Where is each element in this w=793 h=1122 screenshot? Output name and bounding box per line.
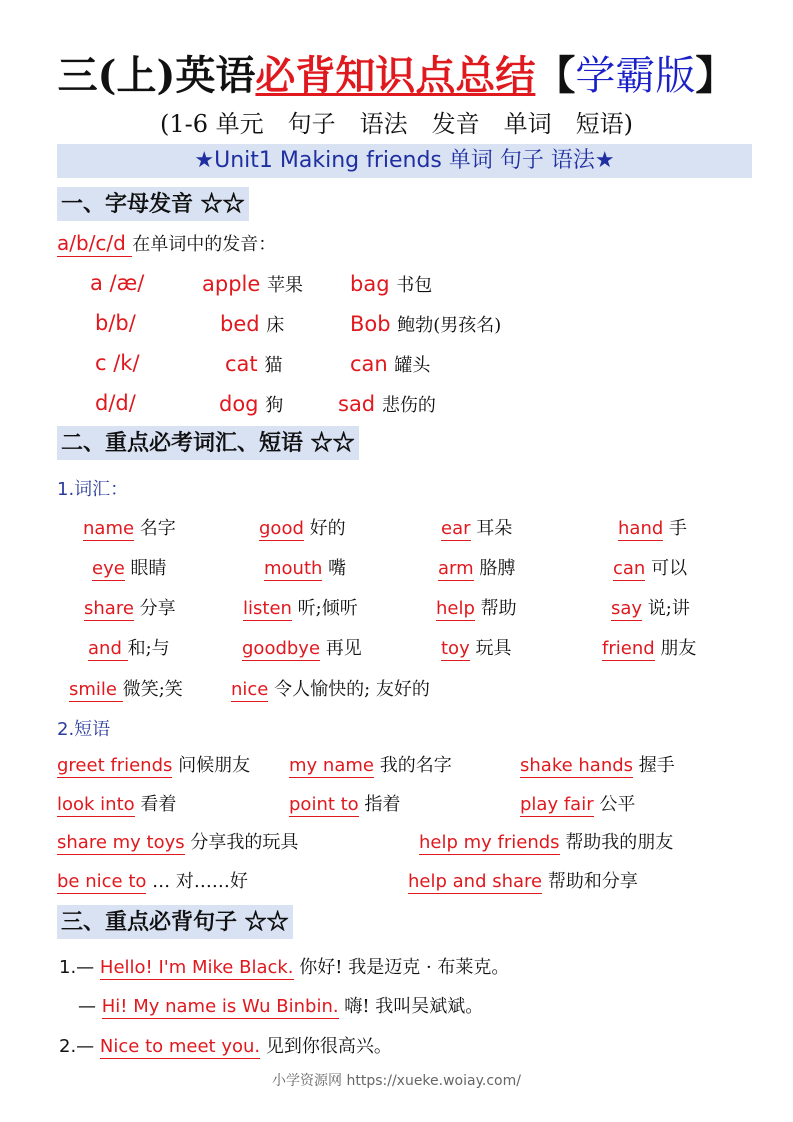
word-cn: 悲伤的 [381, 395, 436, 416]
vocab-en: and [88, 638, 128, 659]
vocab-cn: 再见 [325, 638, 362, 659]
phrase-en: play fair [520, 794, 594, 815]
vocab-item [92, 554, 167, 580]
word-en: apple [202, 272, 261, 296]
vocab-en: toy [441, 638, 470, 659]
vocab-item [69, 675, 183, 701]
phrase-item [289, 790, 400, 816]
vocab-en: good [259, 518, 304, 539]
vocab-cn: 分享 [139, 598, 176, 619]
vocab-cn: 微笑;笑 [122, 679, 183, 700]
vocab-item [438, 554, 515, 580]
vocab-cn: 听;倾听 [297, 598, 358, 619]
phrase-cn: 分享我的玩具 [190, 832, 299, 853]
sentence-cn: 你好! 我是迈克 · 布莱克。 [299, 957, 510, 978]
word-en: cat [225, 352, 258, 376]
word-en: sad [338, 392, 376, 416]
word-en: bed [220, 312, 260, 336]
vocab-en: help [436, 598, 475, 619]
vocab-en: share [84, 598, 134, 619]
sentence-en: Hi! My name is Wu Binbin. [101, 996, 339, 1017]
word-cn: 床 [266, 315, 285, 336]
phonics-word [338, 391, 436, 417]
vocab-en: eye [92, 558, 125, 579]
phonics-sound [90, 271, 144, 295]
vocab-cn: 玩具 [475, 638, 512, 659]
phrase-item [520, 751, 675, 777]
sentence-cn: 嗨! 我叫吴斌斌。 [344, 996, 484, 1017]
vocab-en: nice [231, 679, 269, 700]
phrase-cn: 帮助和分享 [547, 871, 638, 892]
phrase-label: 2.短语 [57, 719, 111, 740]
phonics-word [350, 271, 432, 297]
word-cn: 书包 [396, 275, 433, 296]
phrase-item [408, 867, 638, 893]
vocab-en: mouth [264, 558, 323, 579]
sound-b: b/b/ [95, 311, 136, 335]
word-en: Bob [350, 312, 391, 336]
phrase-cn: 握手 [638, 755, 675, 776]
sentence [59, 953, 509, 979]
vocab-item [84, 594, 176, 620]
title-edition: 学霸版 [575, 53, 696, 99]
vocab-cn: 嘴 [328, 558, 347, 579]
word-cn: 苹果 [266, 275, 303, 296]
vocab-item [613, 554, 687, 580]
phrase-en: help and share [408, 871, 543, 892]
vocab-item [441, 634, 511, 660]
vocab-item [259, 514, 346, 540]
vocab-cn: 眼睛 [130, 558, 167, 579]
sound-d: d/d/ [95, 391, 136, 415]
vocab-cn: 令人愉快的; 友好的 [274, 679, 430, 700]
vocab-item [88, 634, 170, 660]
vocab-en: friend [602, 638, 655, 659]
phrase-item [57, 790, 176, 816]
vocab-en: listen [243, 598, 292, 619]
vocab-cn: 好的 [309, 518, 346, 539]
section-heading-sentences: 三、重点必背句子 ☆☆ [57, 905, 293, 939]
phonics-word [220, 311, 284, 337]
vocab-cn: 名字 [139, 518, 176, 539]
sentence-number: 2.— [59, 1036, 95, 1057]
vocab-cn: 耳朵 [476, 518, 513, 539]
vocab-item [231, 675, 430, 701]
phrase-en: share my toys [57, 832, 185, 853]
phonics-sound [95, 311, 136, 335]
vocab-en: name [83, 518, 135, 539]
phonics-intro [57, 230, 276, 256]
phrase-cn: 问候朋友 [178, 755, 251, 776]
phonics-word [350, 351, 430, 377]
title-highlight: 必背知识点总结 [255, 52, 536, 99]
phonics-letters: a/b/c/d [57, 231, 133, 255]
phrase-cn: 我的名字 [379, 755, 452, 776]
phrase-en: greet friends [57, 755, 173, 776]
word-cn: 猫 [264, 355, 283, 376]
section-heading-phonics: 一、字母发音 ☆☆ [57, 187, 249, 221]
sentence-number: 1.— [59, 957, 95, 978]
vocab-cn: 说;讲 [647, 598, 690, 619]
vocab-en: hand [618, 518, 664, 539]
word-cn: 狗 [265, 395, 284, 416]
word-cn: 罐头 [394, 355, 431, 376]
vocab-item [83, 514, 176, 540]
vocab-en: goodbye [242, 638, 321, 659]
sentence-dash: — [78, 996, 96, 1017]
phonics-sound [95, 391, 136, 415]
vocab-item [436, 594, 517, 620]
vocab-item [264, 554, 346, 580]
phrase-item [57, 828, 298, 854]
phrase-item [419, 828, 673, 854]
word-en: can [350, 352, 388, 376]
section-heading-vocab: 二、重点必考词汇、短语 ☆☆ [57, 426, 359, 460]
phrase-en: look into [57, 794, 135, 815]
subtitle: (1-6 单元 句子 语法 发音 单词 短语) [159, 110, 633, 138]
phonics-word [225, 351, 282, 377]
phrase-item [57, 867, 248, 893]
vocab-en: ear [441, 518, 471, 539]
phrase-cn: 看着 [140, 794, 177, 815]
vocab-cn: 胳膊 [479, 558, 516, 579]
unit-banner [57, 144, 752, 178]
vocab-cn: 手 [669, 518, 688, 539]
footer-source: 小学资源网 https://xueke.woiay.com/ [272, 1073, 521, 1089]
phonics-word [219, 391, 283, 417]
vocab-en: smile [69, 679, 123, 700]
phonics-word [202, 271, 303, 297]
phrase-en: be nice to [57, 871, 147, 892]
phrase-cn: 指着 [364, 794, 401, 815]
phrase-item [289, 751, 452, 777]
sentence-cn: 见到你很高兴。 [265, 1036, 392, 1057]
vocab-item [611, 594, 690, 620]
word-cn: 鲍勃(男孩名) [397, 315, 502, 336]
word-en: bag [350, 272, 390, 296]
sound-a: a /æ/ [90, 271, 145, 295]
title-grade: 三(上)英语 [57, 52, 256, 99]
phonics-word [350, 311, 501, 337]
phrase-en: my name [289, 755, 374, 776]
vocab-label: 1.词汇： [57, 479, 129, 500]
phonics-intro-text: 在单词中的发音： [132, 234, 277, 255]
sentence [78, 992, 483, 1018]
vocab-en: arm [438, 558, 474, 579]
unit-banner-text: ★Unit1 Making friends 单词 句子 语法★ [194, 148, 615, 173]
phrase-cn: 公平 [599, 794, 636, 815]
phrase-en: help my friends [419, 832, 560, 853]
phonics-sound [95, 351, 140, 375]
sound-c: c /k/ [95, 351, 140, 375]
title-bracket-open: 【 [535, 52, 576, 99]
sentence-en: Hello! I'm Mike Black. [99, 957, 294, 978]
vocab-cn: 朋友 [660, 638, 697, 659]
phrase-en: point to [289, 794, 359, 815]
phrase-cn: … 对……好 [152, 871, 248, 892]
phrase-item [57, 751, 250, 777]
vocab-item [242, 634, 362, 660]
vocab-cn: 可以 [651, 558, 688, 579]
phrase-item [520, 790, 635, 816]
vocab-item [441, 514, 512, 540]
phrase-cn: 帮助我的朋友 [565, 832, 674, 853]
title-bracket-close: 】 [695, 52, 736, 99]
vocab-item [602, 634, 696, 660]
vocab-en: say [611, 598, 643, 619]
sentence [59, 1032, 392, 1058]
vocab-cn: 和;与 [127, 638, 170, 659]
phrase-en: shake hands [520, 755, 634, 776]
vocab-cn: 帮助 [480, 598, 517, 619]
word-en: dog [219, 392, 259, 416]
vocab-item [243, 594, 358, 620]
sentence-en: Nice to meet you. [99, 1036, 261, 1057]
vocab-item [618, 514, 687, 540]
page-title [0, 44, 793, 101]
vocab-en: can [613, 558, 646, 579]
